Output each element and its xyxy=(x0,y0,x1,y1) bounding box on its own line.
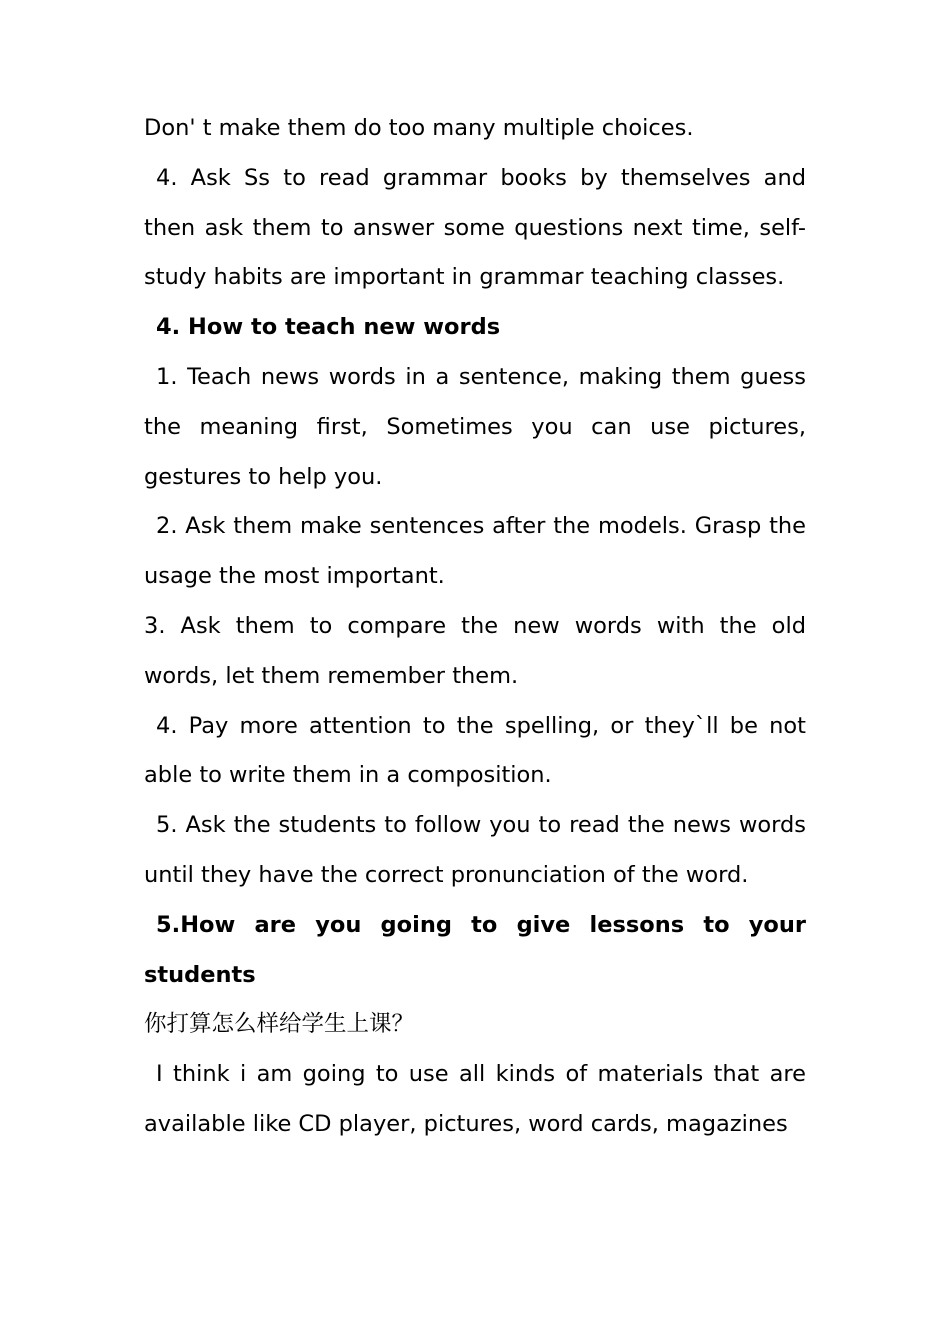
section-heading-lessons-chinese: 你打算怎么样给学生上课？ xyxy=(144,1011,415,1038)
paragraph-words-tip-3: 3. Ask them to compare the new words with the old words, let them remember them. xyxy=(144,612,806,689)
paragraph-lessons-answer: I think i am going to use all kinds of materials that are available like CD player, pictures, word cards, magazines xyxy=(144,1061,806,1137)
paragraph-words-tip-5: 5. Ask the students to follow you to read the news words until they have the correct pronunciation of the word. xyxy=(144,812,806,888)
paragraph-multiple-choice-note: Don' t make them do too many multiple choices. xyxy=(144,115,694,141)
section-heading-lessons: 5.How are you going to give lessons to your students xyxy=(144,911,806,988)
paragraph-words-tip-4: 4. Pay more attention to the spelling, or they`ll be not able to write them in a composition. xyxy=(144,712,806,789)
paragraph-words-tip-1: 1. Teach news words in a sentence, making them guess the meaning first, Sometimes you can use pictures, gestures to help you. xyxy=(144,363,806,490)
paragraph-grammar-tip-4: 4. Ask Ss to read grammar books by themselves and then ask them to answer some questions next time, self-study habits are important in grammar teaching classes. xyxy=(144,164,806,291)
paragraph-words-tip-2: 2. Ask them make sentences after the models. Grasp the usage the most important. xyxy=(144,513,806,590)
document-body xyxy=(144,104,806,1150)
section-heading-new-words: 4. How to teach new words xyxy=(156,314,501,341)
